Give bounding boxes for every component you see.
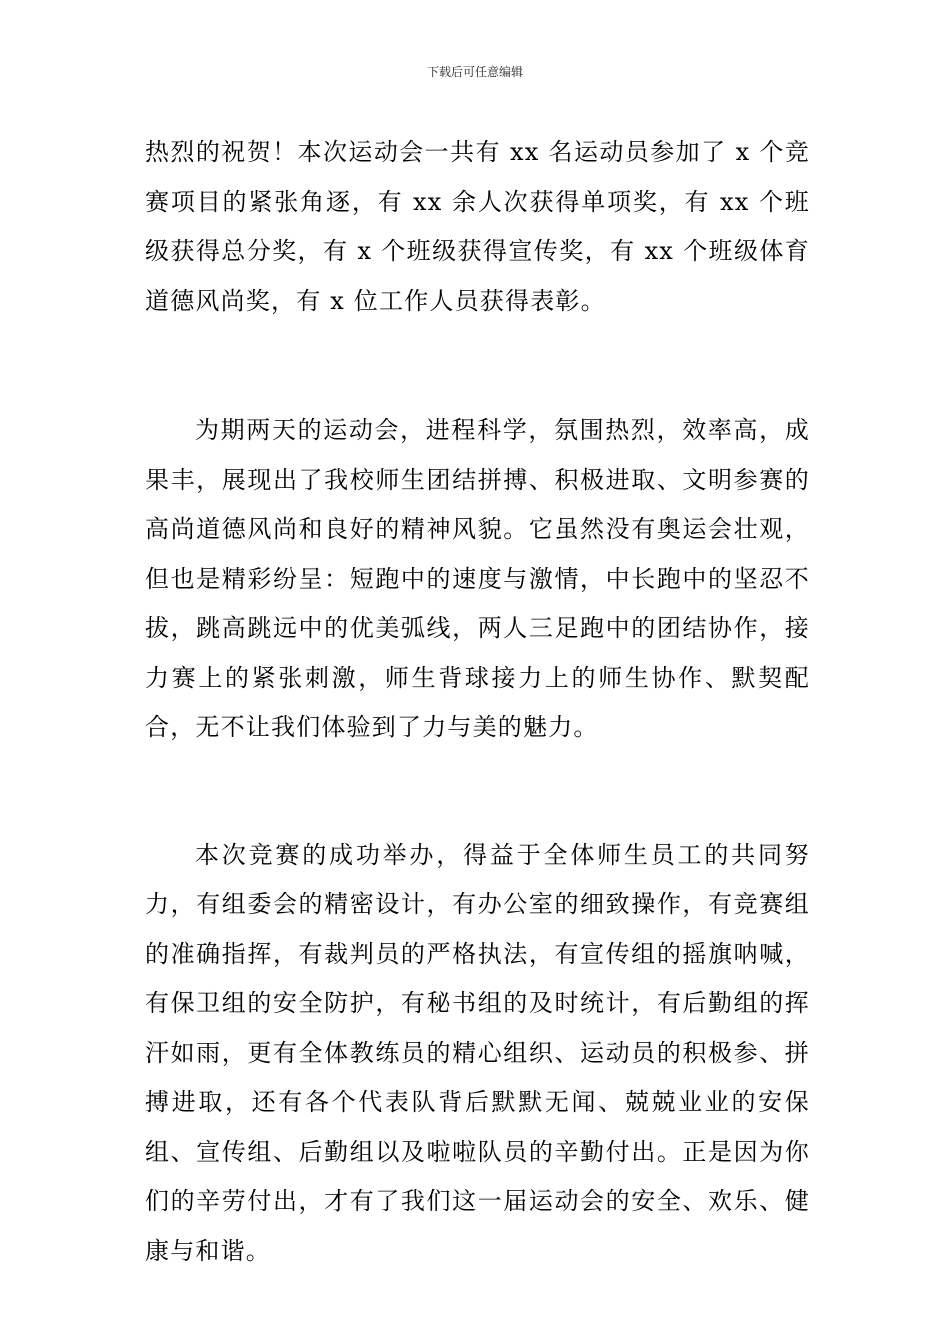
paragraph-awards-summary: 热烈的祝贺！本次运动会一共有 xx 名运动员参加了 x 个竞赛项目的紧张角逐，有 xx 余人次获得单项奖，有 xx 个班级获得总分奖，有 x 个班级获得宣传奖，有 xx 个班级体育道德风尚奖，有 x 位工作人员获得表彰。 [145, 138, 810, 315]
paragraph-sports-meet-review: 为期两天的运动会，进程科学，氛围热烈，效率高，成果丰，展现出了我校师生团结拼搏、积极进取、文明参赛的高尚道德风尚和良好的精神风貌。它虽然没有奥运会壮观，但也是精彩纷呈：短跑中的速度与激情，中长跑中的坚忍不拔，跳高跳远中的优美弧线，两人三足跑中的团结协作，接力赛上的紧张刺激，师生背球接力上的师生协作、默契配合，无不让我们体验到了力与美的魅力。 [145, 416, 810, 741]
document-body [145, 128, 810, 1276]
page-header-note: 下载后可任意编辑 [426, 65, 523, 79]
paragraph-acknowledgements: 本次竞赛的成功举办，得益于全体师生员工的共同努力，有组委会的精密设计，有办公室的细致操作，有竞赛组的准确指挥，有裁判员的严格执法，有宣传组的摇旗呐喊，有保卫组的安全防护，有秘书组的及时统计，有后勤组的挥汗如雨，更有全体教练员的精心组织、运动员的积极参、拼搏进取，还有各个代表队背后默默无闻、兢兢业业的安保组、宣传组、后勤组以及啦啦队员的辛勤付出。正是因为你们的辛劳付出，才有了我们这一届运动会的安全、欢乐、健康与和谐。 [145, 840, 810, 1265]
